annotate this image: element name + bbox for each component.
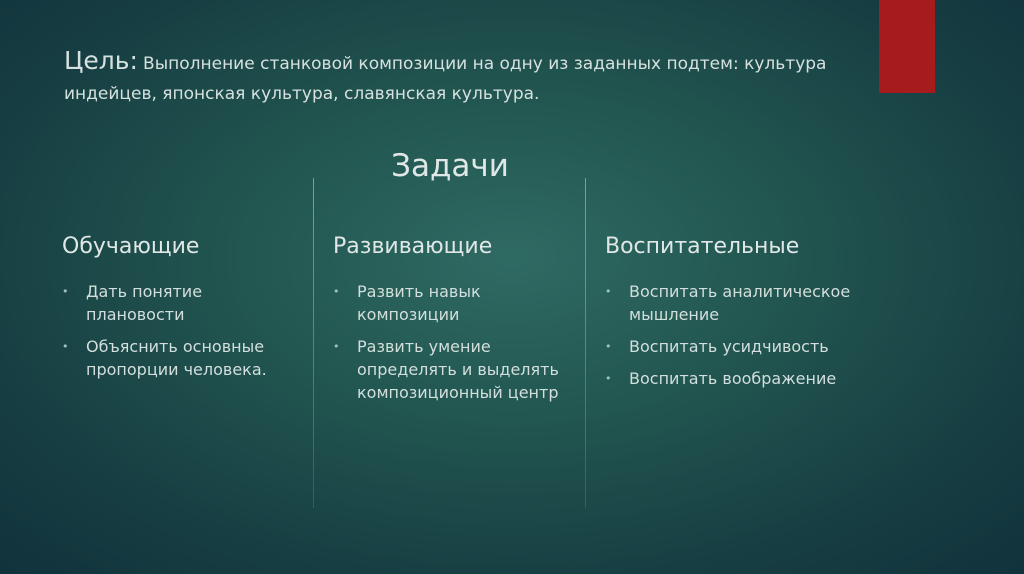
list-item [605, 335, 855, 358]
list-item [333, 335, 573, 404]
list-item [62, 280, 302, 326]
bullet-icon: • [333, 285, 340, 298]
goal-label: Цель: [64, 46, 138, 75]
column-upbringing [605, 232, 855, 399]
bullet-icon: • [605, 372, 612, 385]
bullet-icon: • [62, 340, 69, 353]
list-item-text: Воспитать аналитическое мышление [629, 282, 851, 324]
column-divider [313, 178, 314, 508]
bullet-icon: • [62, 285, 69, 298]
list-item [605, 280, 855, 326]
list-item-text: Воспитать усидчивость [629, 337, 829, 356]
column-heading: Развивающие [333, 234, 493, 259]
list-item [333, 280, 573, 326]
tasks-title: Задачи [391, 148, 509, 184]
column-divider [585, 178, 586, 508]
list-item-text: Дать понятие плановости [86, 282, 203, 324]
accent-tab [879, 0, 935, 93]
column-heading: Воспитательные [605, 234, 800, 259]
list-item-text: Объяснить основные пропорции человека. [86, 337, 267, 379]
list-item-text: Развить навык композиции [357, 282, 481, 324]
task-list [333, 280, 573, 404]
column-developmental [333, 232, 573, 413]
task-list [605, 280, 855, 390]
bullet-icon: • [605, 340, 612, 353]
task-list [62, 280, 302, 381]
column-educational [62, 232, 302, 390]
column-heading: Обучающие [62, 234, 200, 259]
goal-block [64, 46, 864, 109]
list-item-text: Воспитать воображение [629, 369, 837, 388]
goal-text: Выполнение станковой композиции на одну из заданных подтем: культура индейцев, японская культура, славянская культура. [64, 54, 827, 104]
list-item [605, 367, 855, 390]
list-item-text: Развить умение определять и выделять композиционный центр [357, 337, 559, 402]
bullet-icon: • [605, 285, 612, 298]
bullet-icon: • [333, 340, 340, 353]
list-item [62, 335, 302, 381]
